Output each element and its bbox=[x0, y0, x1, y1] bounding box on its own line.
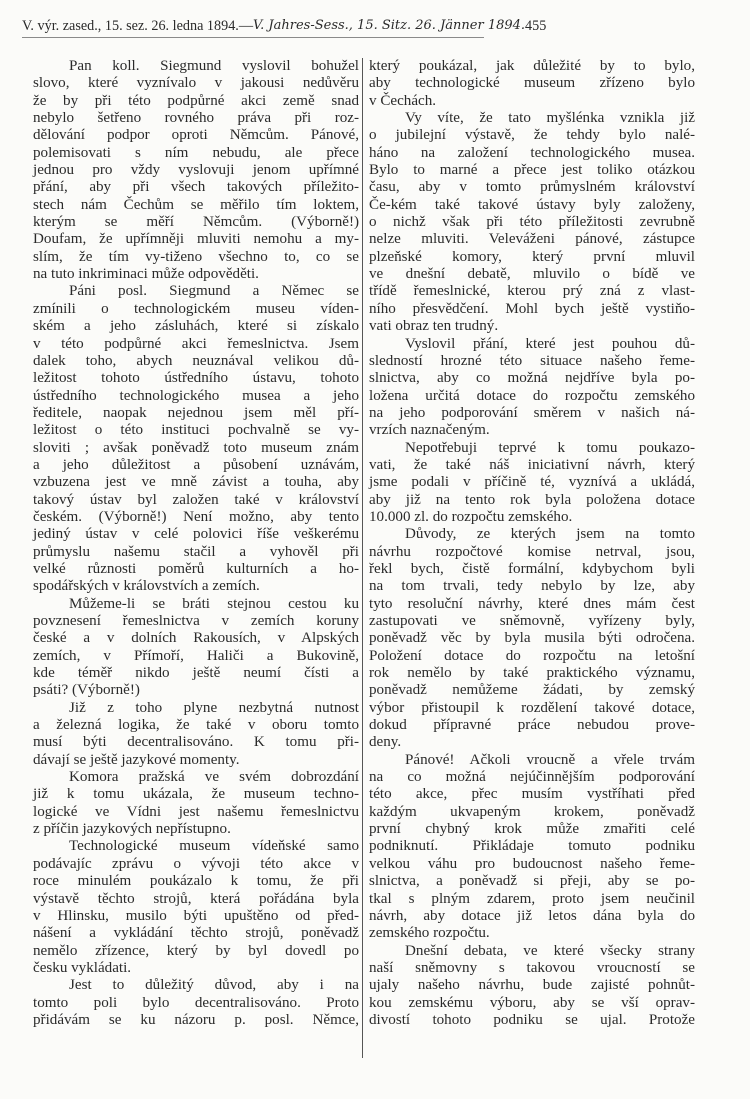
text-line: nelze mluviti. Veleváženi pánové, zástupce bbox=[369, 231, 695, 248]
text-line: Jest to důležitý důvod, aby i na bbox=[69, 977, 359, 994]
header-dash: — bbox=[238, 18, 254, 34]
running-header bbox=[22, 18, 547, 35]
text-line: plzeňské komory, který první mluvil bbox=[369, 248, 695, 265]
text-line: aby technologické museum zřízeno bylo bbox=[369, 75, 695, 92]
text-line: aby již na tento rok byla položena dotace bbox=[369, 491, 695, 508]
text-line: háno na založení technologického musea. bbox=[369, 144, 695, 161]
text-line: přání, aby při všech takových příležito- bbox=[33, 179, 359, 196]
text-line: Nepotřebuji teprvé k tomu poukazo- bbox=[405, 439, 695, 456]
right-column bbox=[369, 58, 695, 1029]
text-line: kou zemskému výboru, aby se vší oprav- bbox=[369, 994, 695, 1011]
text-line: Páni posl. Siegmund a Němec se bbox=[69, 283, 359, 300]
text-line: o jubilejní výstavě, že tehdy bylo nalé- bbox=[369, 127, 695, 144]
text-line: Pan koll. Siegmund vyslovil bohužel bbox=[69, 58, 359, 74]
text-line: slnictva, aby co možná nejdříve byla po- bbox=[369, 370, 695, 387]
text-line: kde téměř nikdo ještě neumí čísti a bbox=[33, 665, 359, 682]
text-line: jsme podali v příčině té, vyznívá a ukládá, bbox=[369, 474, 695, 491]
text-line: řekl bych, čistě formální, kdybychom byli bbox=[369, 560, 695, 577]
text-line: podniknutí. Přikládaje tomuto podniku bbox=[369, 838, 695, 855]
text-line: poněvadž nemůžeme žádati, by zemský bbox=[369, 682, 695, 699]
text-line: musí býti decentralisováno. K tomu při- bbox=[33, 734, 359, 751]
text-line: deny. bbox=[369, 734, 402, 751]
text-line: takový ústav byl založen také v království bbox=[33, 491, 359, 508]
text-line: sledností hrozné této situace našeho řeme- bbox=[369, 352, 695, 369]
text-line: zmínili o technologickém museu víden- bbox=[33, 300, 359, 317]
text-line: 10.000 zl. do rozpočtu zemského. bbox=[369, 508, 573, 525]
text-line: na co možná nejúčinnějším podporování bbox=[369, 769, 695, 786]
text-line: českém. (Výborně!) Není možno, aby tento bbox=[33, 508, 359, 525]
text-line: jednou pro vždy vyslovuji jenom upřímné bbox=[33, 162, 359, 179]
text-line: divostí tohoto podniku se ujal. Protože bbox=[369, 1011, 695, 1028]
text-line: ležitost tohoto ústředního ústavu, tohoto bbox=[33, 370, 359, 387]
text-line: ve dnešní debatě, mluvilo o bídě ve bbox=[369, 266, 695, 283]
text-line: Můžeme-li se bráti stejnou cestou ku bbox=[69, 595, 359, 612]
text-line: Bylo to marné a přece jest toliko otázkou bbox=[369, 162, 695, 179]
text-line: Důvody, ze kterých jsem na tomto bbox=[405, 526, 695, 543]
header-rule bbox=[22, 37, 484, 38]
text-line: výstavě těchto strojů, která pořádána byla bbox=[33, 890, 359, 907]
text-line: v této podpůrné akci řemeslnictva. Jsem bbox=[33, 335, 359, 352]
text-line: Vy víte, že tato myšlénka vznikla již bbox=[405, 110, 695, 127]
text-line: slovo, které vyznívalo v jakousi nedůvěru bbox=[33, 75, 359, 92]
text-line: třídě řemeslnické, kterou prý zná z vlast- bbox=[369, 283, 695, 300]
text-line: Pánové! Ačkoli vroucně a vřele trvám bbox=[405, 751, 695, 768]
text-line: na tuto inkriminaci může odpověděti. bbox=[33, 266, 259, 283]
text-line: přidávám se ku názoru p. posl. Němce, bbox=[33, 1011, 359, 1028]
text-line: dávají se ještě jazykové momenty. bbox=[33, 751, 240, 768]
text-line: že by při této podpůrné akci země snad bbox=[33, 92, 359, 109]
text-line: sloviti ; avšak poněvadž toto museum znám bbox=[33, 439, 359, 456]
text-line: povznesení řemeslnictva v zemích koruny bbox=[33, 613, 359, 629]
text-line: průmyslu našemu stačil a vyhověl při bbox=[33, 543, 359, 560]
text-line: Technologické museum vídeňské samo bbox=[69, 838, 359, 855]
text-line: a železná logika, že také v oboru tomto bbox=[33, 717, 359, 734]
text-line: tomto poli bylo decentralisováno. Proto bbox=[33, 994, 359, 1011]
text-line: vrzích naznačeným. bbox=[369, 422, 490, 439]
header-german-session: V. Jahres-Sess., 15. Sitz. 26. Jänner 1894. bbox=[253, 18, 526, 33]
text-line: Již z toho plyne nezbytná nutnost bbox=[69, 699, 359, 716]
text-line: roce minulém poukázalo k tomu, že při bbox=[33, 873, 359, 890]
text-line: stech nám Čechům se měřilo tím loktem, bbox=[33, 196, 359, 213]
text-line: česku vykládati. bbox=[33, 959, 132, 976]
text-line: české a v dolních Rakousích, v Alpských bbox=[33, 630, 359, 647]
text-line: nemělo zřízence, který by byl dovedl po bbox=[33, 942, 359, 959]
text-line: každým ukvapeným krokem, poněvadž bbox=[369, 803, 695, 820]
text-line: v Hlinsku, musilo býti upuštěno od před- bbox=[33, 907, 359, 924]
text-line: ujaly našeho návrhu, bude zajisté pohnůt- bbox=[369, 977, 695, 994]
text-line: první chybný krok může zmařiti celé bbox=[369, 821, 695, 838]
text-line: na tom trvali, tedy nebylo by lze, aby bbox=[369, 578, 695, 595]
text-line: dělování podpor oproti Němcům. Pánové, bbox=[33, 127, 359, 144]
text-line: návrhu rozpočtové komise netrval, jsou, bbox=[369, 543, 695, 560]
text-line: psáti? (Výborně!) bbox=[33, 682, 140, 699]
text-line: spodářských v královstvích a zemích. bbox=[33, 578, 260, 595]
text-line: ležitost o této instituci pochvalně se vy- bbox=[33, 422, 359, 439]
text-line: velkou váhu pro budoucnost našeho řeme- bbox=[369, 855, 695, 872]
text-line: rok nemělo by také praktického významu, bbox=[369, 665, 695, 682]
text-line: již k tomu ukázala, že museum techno- bbox=[33, 786, 359, 803]
text-line: kterým se měří Němcům. (Výborně!) bbox=[33, 214, 359, 231]
text-line: Če-kém také takové ústavy byly založeny, bbox=[369, 196, 695, 213]
text-line: který poukázal, jak důležité by to bylo, bbox=[369, 58, 695, 74]
text-line: o nichž však při této příležitosti zevrubně bbox=[369, 214, 695, 231]
text-line: ském a jeho zásluhách, které si získalo bbox=[33, 318, 359, 335]
text-line: Položení dotace do rozpočtu na letošní bbox=[369, 647, 695, 664]
text-line: ložena určitá dotace do rozpočtu zemského bbox=[369, 387, 695, 404]
text-line: Dnešní debata, ve které všecky strany bbox=[405, 942, 695, 959]
text-line: vati obraz ten trudný. bbox=[369, 318, 499, 335]
text-line: tkal s plným zdarem, proto jsem neučinil bbox=[369, 890, 695, 907]
text-line: velké různosti poměrů kulturních a ho- bbox=[33, 560, 359, 577]
text-line: výbor přistoupil k rozdělení takové dotace, bbox=[369, 699, 695, 716]
text-line: v Čechách. bbox=[369, 92, 437, 109]
text-line: slnictva, a poněvadž si přeji, aby se po- bbox=[369, 873, 695, 890]
column-divider bbox=[362, 58, 363, 1058]
text-line: zemích, v Přímoří, Haliči a Bukovině, bbox=[33, 647, 359, 664]
text-line: dokud přípravné práce nebudou prove- bbox=[369, 717, 695, 734]
text-line: vati, že také náš iniciativní návrh, který bbox=[369, 456, 695, 473]
left-column bbox=[33, 58, 359, 1029]
text-line: návrh, aby dotace již letos dána byla do bbox=[369, 907, 695, 924]
text-line: času, aby v tomto průmyslném království bbox=[369, 179, 695, 196]
text-line: zastupovati ve sněmovně, vyřízeny byly, bbox=[369, 613, 695, 629]
text-line: této akce, přec musím vystříhati před bbox=[369, 786, 695, 803]
text-line: naší sněmovny s takovou vroucností se bbox=[369, 959, 695, 976]
text-line: zemského rozpočtu. bbox=[369, 925, 490, 942]
text-line: z příčin jazykových nepřístupno. bbox=[33, 821, 231, 838]
header-czech-session: V. výr. zased., 15. sez. 26. ledna 1894. bbox=[22, 18, 239, 34]
text-line: vzbuzena jest ve mně závist a touha, aby bbox=[33, 474, 359, 491]
page-number: 455 bbox=[525, 18, 547, 34]
text-line: ústředního technologického musea a jeho bbox=[33, 387, 359, 404]
text-line: Komora pražská ve svém dobrozdání bbox=[69, 769, 359, 786]
text-line: poněvadž věc by byla musila býti odročena. bbox=[369, 630, 695, 647]
text-line: ního přesvědčení. Mohl bych ještě vystiňo- bbox=[369, 300, 695, 317]
text-line: Doufam, že upřímněji mluviti nemohu a my- bbox=[33, 231, 359, 248]
text-line: na jeho podporování směrem v našich ná- bbox=[369, 404, 695, 421]
text-line: Vyslovil přání, které jest pouhou dů- bbox=[405, 335, 695, 352]
text-line: dalek toho, abych neuznával velikou dů- bbox=[33, 352, 359, 369]
text-line: nášení a vykládání těchto strojů, poněvadž bbox=[33, 925, 359, 942]
text-line: a jeho důležitost a působení uznávám, bbox=[33, 456, 359, 473]
text-line: slím, že tím vy-tiženo všechno to, co se bbox=[33, 248, 359, 265]
text-line: jediný ústav v celé polovici říše veškerému bbox=[33, 526, 359, 543]
text-line: nebylo šetřeno rovného práva při roz- bbox=[33, 110, 359, 127]
text-line: ředitele, naopak nejednou jsem měl pří- bbox=[33, 404, 359, 421]
text-line: polemisovati s ním nebudu, ale přece bbox=[33, 144, 359, 161]
text-line: logické ve Vídni jest našemu řemeslnictvu bbox=[33, 803, 359, 820]
text-line: tyto resoluční návrhy, které dnes mám čest bbox=[369, 595, 695, 612]
text-line: podávajíc zprávu o vývoji této akce v bbox=[33, 855, 359, 872]
